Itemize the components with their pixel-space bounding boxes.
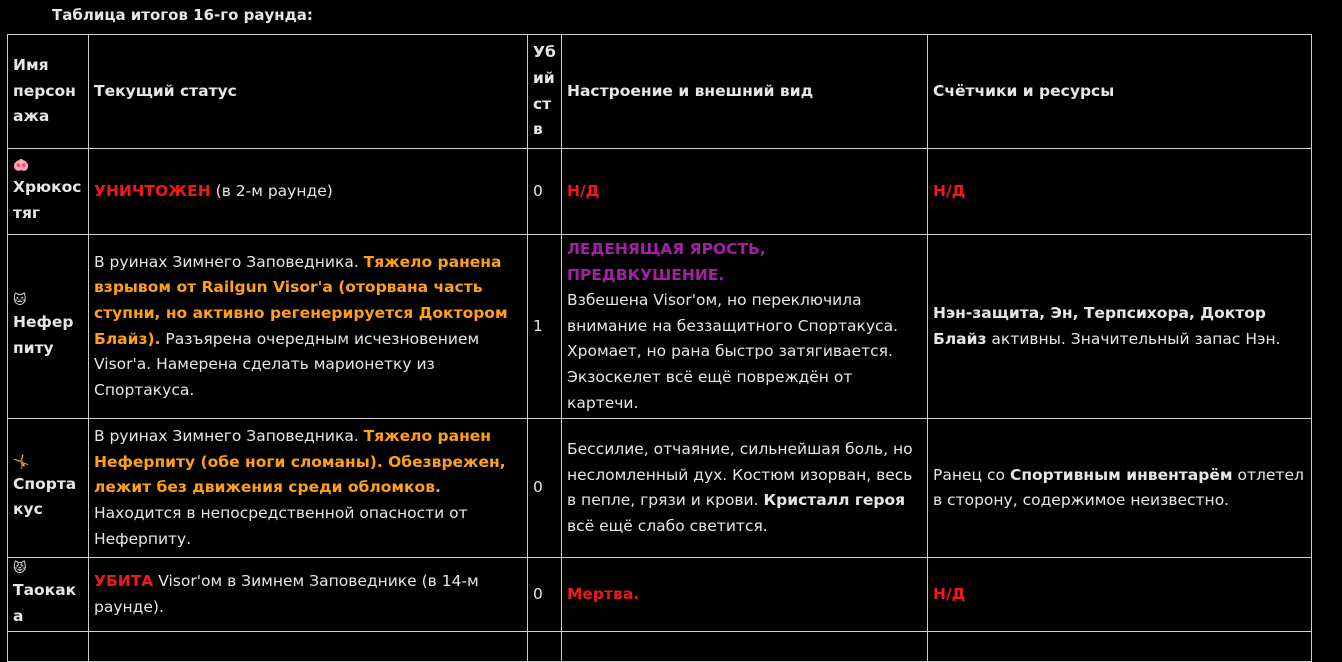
header-name: Имя персонажа [8, 35, 89, 149]
kills-cell: 1 [528, 235, 562, 419]
resources-cell [928, 235, 1312, 419]
status-destroyed: УНИЧТОЖЕН [94, 181, 211, 200]
status-injury: Тяжело ранена взрывом от Railgun Visor'а (оторвана часть ступни, но активно регенерируется Доктором Блайз). [94, 252, 508, 348]
status-text: В руинах Зимнего Заповедника. [94, 252, 364, 271]
pouting-cat-icon: 😾 [13, 561, 27, 577]
status-cell [89, 149, 528, 235]
mood-na: Н/Д [567, 181, 600, 200]
resources-bold: Нэн-защита, Эн, Терпсихора, Доктор Блайз [933, 303, 1266, 348]
resources-na: Н/Д [933, 181, 966, 200]
character-name: Таокака [13, 581, 77, 625]
cat-face-icon: 🐱 [13, 292, 27, 308]
status-text: Разъярена очередным исчезновением Visor'а. Намерена сделать марионетку из Спортакуса. [94, 329, 480, 399]
table-row [8, 149, 1312, 235]
results-table [7, 34, 1312, 662]
status-cell [89, 632, 528, 662]
mood-text: Бессилие, отчаяние, сильнейшая боль, но несломленный дух. Костюм изорван, весь в пепле, грязи и крови. [567, 439, 913, 510]
status-text: Находится в непосредственной опасности от Неферпиту. [94, 503, 468, 548]
table-row [8, 419, 1312, 558]
name-cell [8, 235, 89, 419]
status-killed: УБИТА [94, 572, 154, 591]
status-cell [89, 235, 528, 419]
mood-text: Взбешена Visor'ом, но переключила внимание на беззащитного Спортакуса. Хромает, но рана быстро затягивается. Экзоскелет всё ещё повреждён от картечи. [567, 291, 899, 412]
mood-cell [562, 632, 928, 662]
resources-cell [928, 419, 1312, 558]
name-cell [8, 558, 89, 632]
acrobat-icon: 🤸 [13, 454, 30, 470]
mood-cell [562, 149, 928, 235]
page-title: Таблица итогов 16-го раунда: [52, 6, 313, 24]
resources-cell [928, 632, 1312, 662]
mood-cell [562, 419, 928, 558]
resources-cell [928, 558, 1312, 632]
mood-bold: Кристалл героя [763, 491, 906, 510]
mood-dead: Мертва. [567, 584, 640, 603]
status-text: Visor'ом в Зимнем Заповеднике (в 14-м раунде). [94, 572, 479, 616]
resources-na: Н/Д [933, 584, 966, 603]
mood-text: всё ещё слабо светится. [567, 516, 768, 535]
name-cell [8, 632, 89, 662]
resources-bold: Спортивным инвентарём [1009, 465, 1233, 484]
pig-nose-icon: 🐽 [13, 157, 30, 173]
status-text: В руинах Зимнего Заповедника. [94, 427, 364, 446]
table-row [8, 558, 1312, 632]
resources-cell [928, 149, 1312, 235]
table-row [8, 235, 1312, 419]
table-row [8, 632, 1312, 662]
resources-text: Ранец со [933, 465, 1010, 484]
kills-cell: 0 [528, 558, 562, 632]
mood-headline: ЛЕДЕНЯЩАЯ ЯРОСТЬ, ПРЕДВКУШЕНИЕ. [567, 240, 766, 284]
status-cell [89, 419, 528, 558]
name-cell [8, 419, 89, 558]
table-header-row [8, 35, 1312, 149]
character-name: Хрюкостяг [13, 177, 82, 222]
header-mood: Настроение и внешний вид [562, 35, 928, 149]
status-text: (в 2-м раунде) [210, 181, 333, 200]
mood-cell [562, 235, 928, 419]
kills-cell: 0 [528, 149, 562, 235]
character-name: Неферпиту [13, 312, 74, 357]
header-kills: Убийств [528, 35, 562, 149]
kills-cell: 0 [528, 419, 562, 558]
header-status: Текущий статус [89, 35, 528, 149]
character-name: Спортакус [13, 474, 77, 519]
resources-text: активны. Значительный запас Нэн. [986, 329, 1281, 348]
kills-cell [528, 632, 562, 662]
mood-cell [562, 558, 928, 632]
name-cell [8, 149, 89, 235]
header-resources: Счётчики и ресурсы [928, 35, 1312, 149]
resources-text: отлетел в сторону, содержимое неизвестно. [933, 465, 1304, 510]
status-injury: Тяжело ранен Неферпиту (обе ноги сломаны). Обезврежен, лежит без движения среди обломков. [94, 427, 506, 497]
status-cell [89, 558, 528, 632]
